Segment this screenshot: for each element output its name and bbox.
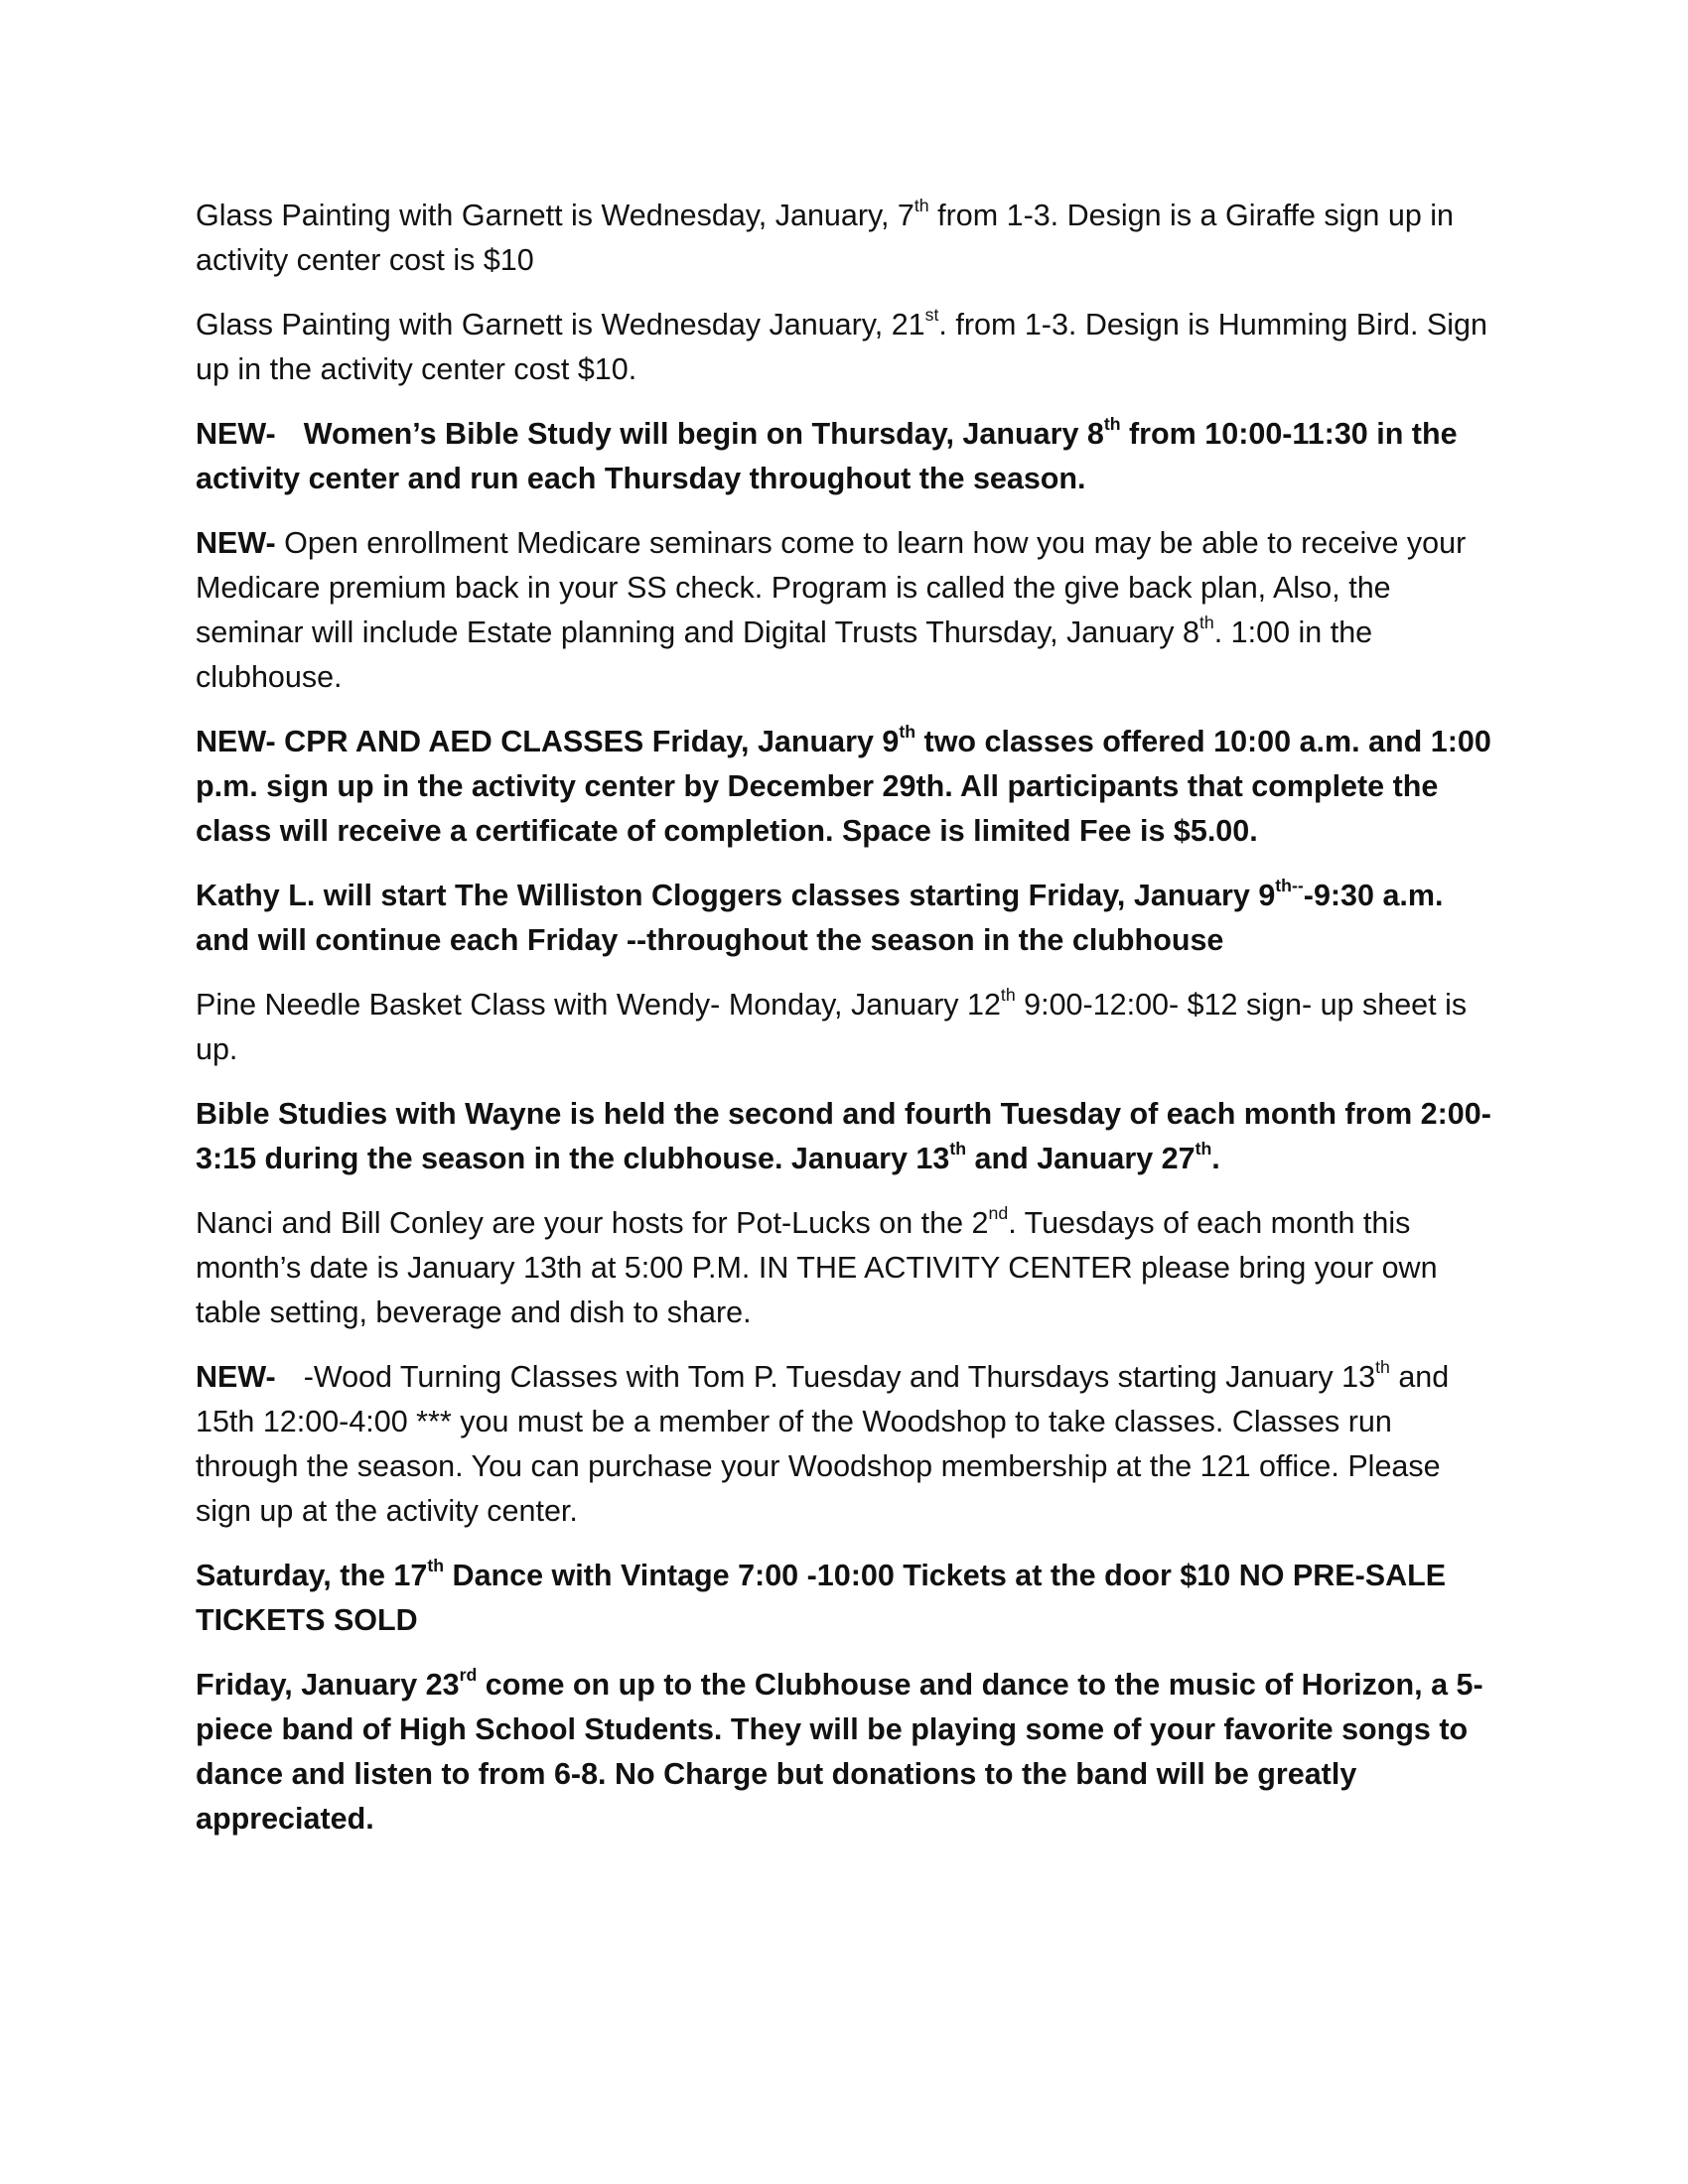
paragraph-glass-painting-giraffe xyxy=(196,194,1496,283)
text-segment: Glass Painting with Garnett is Wednesday, January, 7 xyxy=(196,199,914,232)
ordinal-suffix: nd xyxy=(988,1203,1009,1224)
ordinal-suffix: th xyxy=(1195,1139,1212,1160)
paragraph-bible-studies-wayne xyxy=(196,1092,1496,1181)
ordinal-suffix: th xyxy=(914,196,929,216)
paragraph-pine-needle-basket xyxy=(196,983,1496,1072)
text-segment: NEW- CPR AND AED CLASSES Friday, January 9 xyxy=(196,725,900,758)
text-segment: Glass Painting with Garnett is Wednesday January, 21 xyxy=(196,308,925,341)
paragraph-horizon-band xyxy=(196,1663,1496,1842)
ordinal-suffix: th xyxy=(949,1139,967,1160)
text-segment: from 10:00-11:30 in the activity center and run each Thursday throughout the season. xyxy=(196,417,1458,495)
ordinal-suffix: th-- xyxy=(1275,876,1304,896)
new-label: NEW- xyxy=(196,417,276,451)
ordinal-suffix: th xyxy=(1000,985,1016,1006)
text-segment: Saturday, the 17 xyxy=(196,1559,428,1592)
paragraph-glass-painting-hummingbird xyxy=(196,303,1496,392)
ordinal-suffix: th xyxy=(899,722,916,743)
text-segment: Open enrollment Medicare seminars come to learn how you may be able to receive your Medicare premium back in your SS check. Program is called the give back plan, Also, the seminar will include Estate planning and Digital Trusts Thursday, January 8 xyxy=(196,526,1467,649)
ordinal-suffix: th xyxy=(1375,1357,1390,1378)
text-segment: come on up to the Clubhouse and dance to the music of Horizon, a 5-piece band of High School Students. They will be playing some of your favorite songs to dance and listen to from 6-8. No Charge but donations to the band will be greatly appreciated. xyxy=(196,1668,1483,1836)
ordinal-suffix: th xyxy=(427,1556,445,1576)
text-segment: . 1:00 in the clubhouse. xyxy=(196,615,1373,694)
text-segment: Friday, January 23 xyxy=(196,1668,460,1702)
paragraph-williston-cloggers xyxy=(196,874,1496,963)
text-segment: Dance with Vintage 7:00 -10:00 Tickets at the door $10 NO PRE-SALE TICKETS SOLD xyxy=(196,1559,1447,1637)
text-segment: -9:30 a.m. and will continue each Friday --throughout the season in the clubhouse xyxy=(196,879,1444,957)
new-label: NEW- xyxy=(196,1360,276,1394)
ordinal-suffix: th xyxy=(1103,414,1121,435)
ordinal-suffix: th xyxy=(1198,613,1214,633)
text-segment: Women’s Bible Study will begin on Thursday, January 8 xyxy=(303,417,1104,451)
text-segment: . xyxy=(1211,1142,1220,1175)
text-segment: Nanci and Bill Conley are your hosts for Pot-Lucks on the 2 xyxy=(196,1206,989,1240)
paragraph-cpr-aed-classes xyxy=(196,720,1496,854)
paragraph-wood-turning xyxy=(196,1355,1496,1534)
text-segment: Pine Needle Basket Class with Wendy- Monday, January 12 xyxy=(196,988,1001,1022)
text-segment: . Tuesdays of each month this month’s date is January 13th at 5:00 P.M. IN THE ACTIVITY CENTER please bring your own table setting, beverage and dish to share. xyxy=(196,1206,1438,1329)
paragraph-vintage-dance xyxy=(196,1554,1496,1643)
text-segment: -Wood Turning Classes with Tom P. Tuesday and Thursdays starting January 13 xyxy=(303,1360,1376,1394)
text-segment: two classes offered 10:00 a.m. and 1:00 p.m. sign up in the activity center by December 29th. All participants that complete the class will receive a certificate of completion. Space is limited Fee is $5.00. xyxy=(196,725,1491,848)
paragraph-pot-lucks xyxy=(196,1201,1496,1335)
new-label: NEW- xyxy=(196,526,276,560)
text-segment: and January 27 xyxy=(966,1142,1196,1175)
text-segment: Kathy L. will start The Williston Cloggers classes starting Friday, January 9 xyxy=(196,879,1276,912)
text-segment: . from 1-3. Design is Humming Bird. Sign up in the activity center cost $10. xyxy=(196,308,1487,386)
ordinal-suffix: st xyxy=(924,305,939,326)
text-segment: from 1-3. Design is a Giraffe sign up in activity center cost is $10 xyxy=(196,199,1455,277)
announcements-list xyxy=(196,194,1496,1861)
text-segment: Bible Studies with Wayne is held the second and fourth Tuesday of each month from 2:00-3:15 during the season in the clubhouse. January 13 xyxy=(196,1097,1491,1175)
ordinal-suffix: rd xyxy=(459,1665,478,1686)
paragraph-womens-bible-study xyxy=(196,412,1496,501)
text-segment: and 15th 12:00-4:00 *** you must be a member of the Woodshop to take classes. Classes run through the season. You can purchase your Woodshop membership at the 121 office. Please sign up at the activity center. xyxy=(196,1360,1450,1528)
text-segment: 9:00-12:00- $12 sign- up sheet is up. xyxy=(196,988,1468,1066)
paragraph-medicare-seminars xyxy=(196,521,1496,700)
